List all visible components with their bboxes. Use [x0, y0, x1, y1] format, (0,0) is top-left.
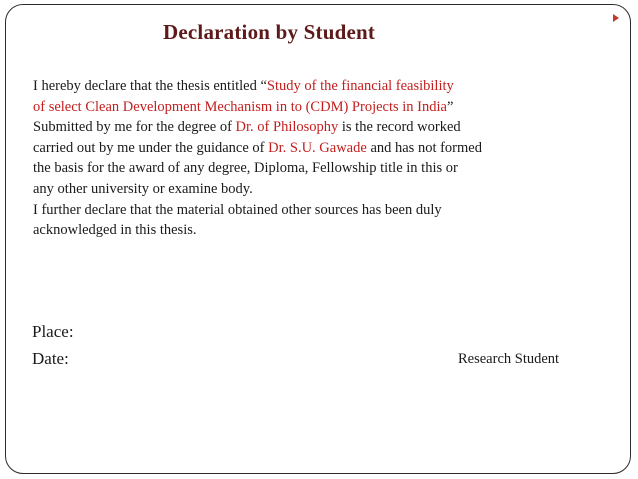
declaration-text: is the record worked	[338, 119, 461, 136]
declaration-text: and has not formed	[366, 139, 482, 156]
thesis-title-part-1: Study of the financial feasibility	[266, 78, 454, 94]
thesis-title-part-2: of select Clean Development Mechanism in to (CDM) Projects in India	[33, 98, 447, 115]
declaration-line-8: acknowledged in this thesis.	[33, 222, 197, 239]
declaration-line-7: I further declare that the material obtained other sources has been duly	[33, 201, 442, 218]
declaration-text: Submitted by me for the degree of	[33, 119, 236, 136]
closing-quote: ”	[446, 98, 454, 115]
declaration-text: carried out by me under the guidance of	[33, 139, 269, 156]
corner-arrow-icon	[613, 14, 619, 22]
declaration-line-6: any other university or examine body.	[33, 180, 253, 197]
page-title: Declaration by Student	[163, 20, 376, 44]
declaration-line-2	[33, 97, 618, 118]
research-student-label: Research Student	[458, 351, 560, 367]
degree-name: Dr. of Philosophy	[235, 119, 339, 136]
declaration-line-5: the basis for the award of any degree, Diploma, Fellowship title in this or	[33, 160, 458, 177]
declaration-body	[33, 76, 618, 241]
declaration-line-3	[33, 117, 618, 138]
declaration-text: I hereby declare that the thesis entitled “	[33, 78, 267, 94]
place-label: Place:	[32, 322, 74, 341]
guide-name: Dr. S.U. Gawade	[268, 139, 367, 156]
declaration-line-1	[33, 76, 618, 97]
declaration-line-4	[33, 138, 618, 159]
date-label: Date:	[32, 349, 69, 368]
